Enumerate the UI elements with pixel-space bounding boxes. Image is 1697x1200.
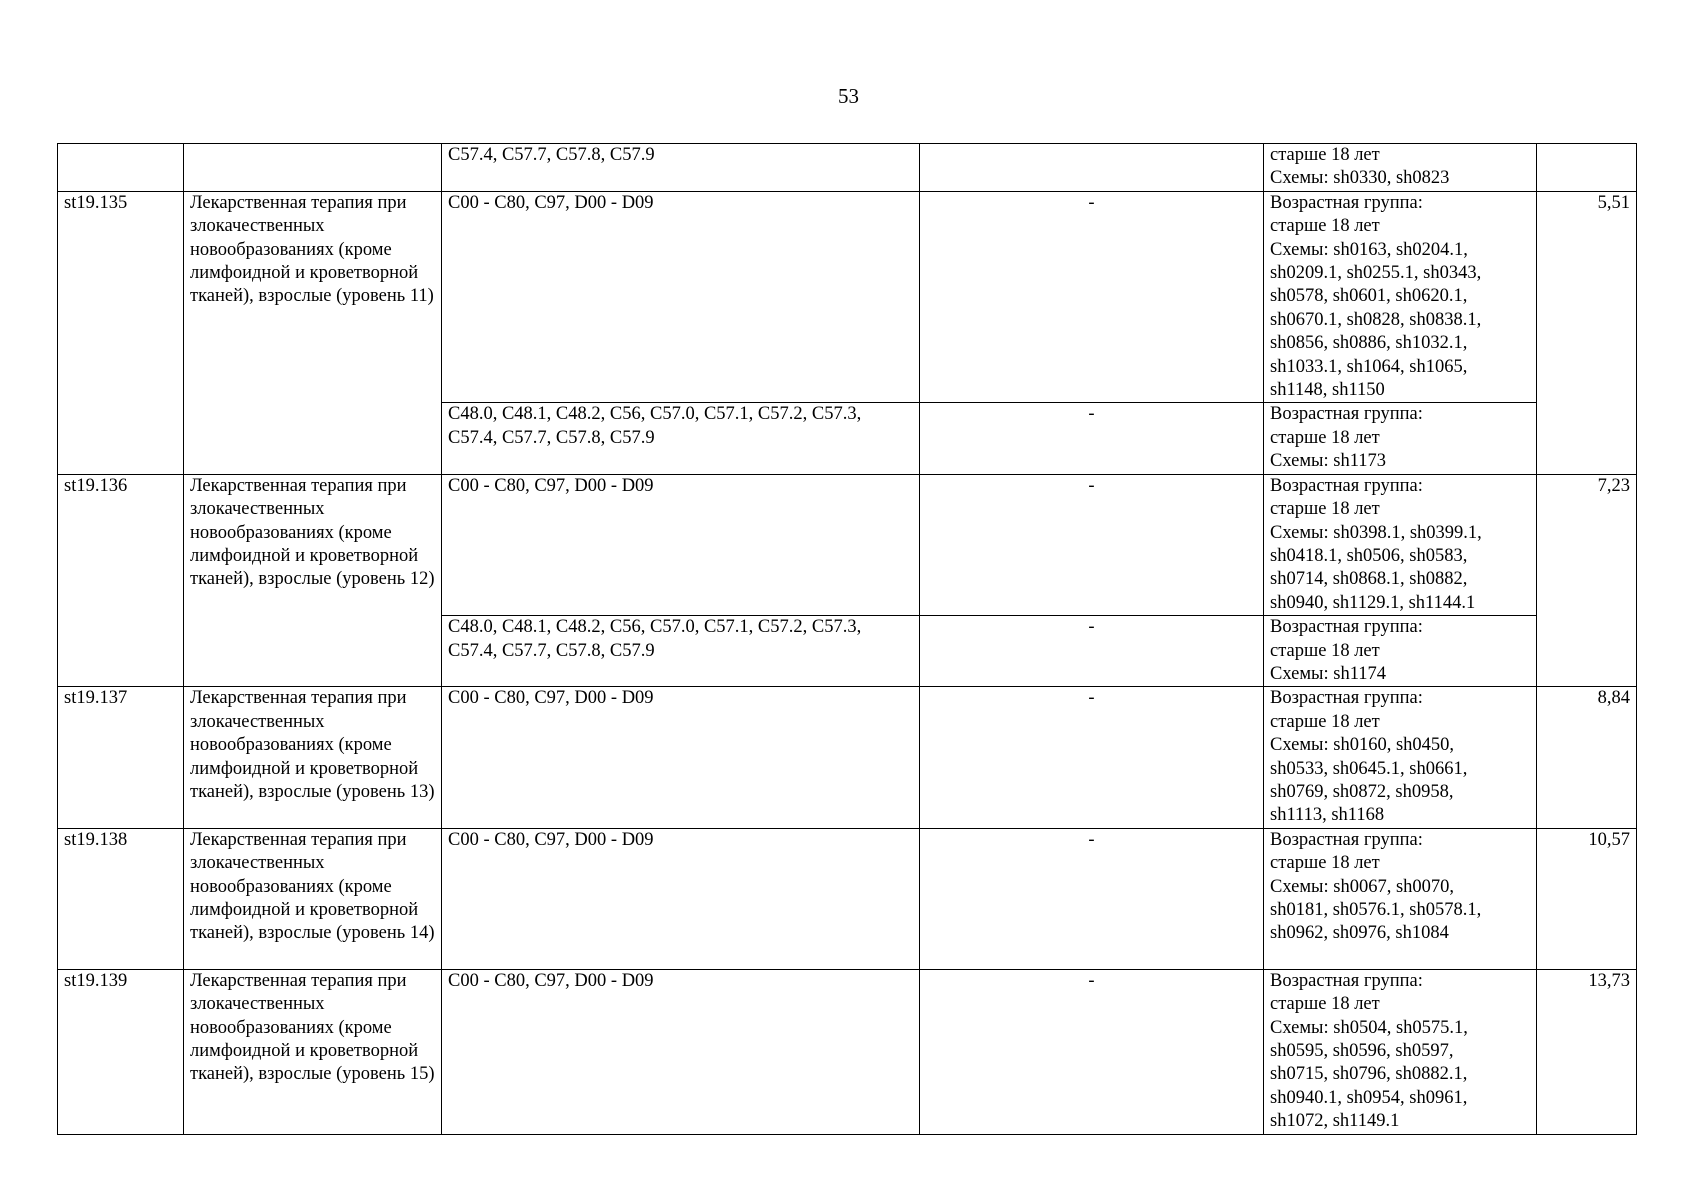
cell-code: st19.138 (58, 828, 184, 969)
table-row-continuation (58, 144, 1637, 192)
cell-extra: - (920, 191, 1264, 403)
cell-criteria: Возрастная группа: старше 18 лет Схемы: sh0398.1, sh0399.1, sh0418.1, sh0506, sh0583, sh0714, sh0868.1, sh0882, sh0940, sh1129.1, sh1144.1 (1264, 474, 1537, 615)
cell-name: Лекарственная терапия при злокачественных новообразованиях (кроме лимфоидной и кроветворной тканей), взрослые (уровень 12) (184, 474, 442, 687)
cell-coefficient: 7,23 (1537, 474, 1637, 687)
cell-criteria: Возрастная группа: старше 18 лет Схемы: sh1173 (1264, 403, 1537, 474)
cell-diagnosis: C57.4, C57.7, C57.8, C57.9 (442, 144, 920, 192)
cell-diagnosis: C00 - C80, C97, D00 - D09 (442, 474, 920, 615)
table-row (58, 191, 1637, 403)
cell-name: Лекарственная терапия при злокачественных новообразованиях (кроме лимфоидной и кроветворной тканей), взрослые (уровень 15) (184, 969, 442, 1134)
cell-diagnosis: C48.0, C48.1, C48.2, C56, C57.0, C57.1, C57.2, C57.3, C57.4, C57.7, C57.8, C57.9 (442, 403, 920, 474)
cell-name (184, 144, 442, 192)
cell-criteria: Возрастная группа: старше 18 лет Схемы: sh0504, sh0575.1, sh0595, sh0596, sh0597, sh0715, sh0796, sh0882.1, sh0940.1, sh0954, sh0961, sh1072, sh1149.1 (1264, 969, 1537, 1134)
cell-extra: - (920, 403, 1264, 474)
cell-extra: - (920, 616, 1264, 687)
cell-diagnosis: C00 - C80, C97, D00 - D09 (442, 687, 920, 828)
tariff-table (57, 143, 1637, 1135)
cell-coefficient (1537, 144, 1637, 192)
table-row (58, 474, 1637, 615)
table-row (58, 969, 1637, 1134)
cell-criteria: Возрастная группа: старше 18 лет Схемы: sh1174 (1264, 616, 1537, 687)
cell-name: Лекарственная терапия при злокачественных новообразованиях (кроме лимфоидной и кроветворной тканей), взрослые (уровень 14) (184, 828, 442, 969)
cell-criteria: Возрастная группа: старше 18 лет Схемы: sh0163, sh0204.1, sh0209.1, sh0255.1, sh0343, sh0578, sh0601, sh0620.1, sh0670.1, sh0828, sh0838.1, sh0856, sh0886, sh1032.1, sh1033.1, sh1064, sh1065, sh1148, sh1150 (1264, 191, 1537, 403)
cell-code: st19.137 (58, 687, 184, 828)
cell-coefficient: 10,57 (1537, 828, 1637, 969)
table-row (58, 687, 1637, 828)
table-body (58, 144, 1637, 1135)
cell-diagnosis: C00 - C80, C97, D00 - D09 (442, 191, 920, 403)
cell-diagnosis: C00 - C80, C97, D00 - D09 (442, 828, 920, 969)
cell-name: Лекарственная терапия при злокачественных новообразованиях (кроме лимфоидной и кроветворной тканей), взрослые (уровень 13) (184, 687, 442, 828)
cell-code: st19.135 (58, 191, 184, 474)
table-row (58, 828, 1637, 969)
cell-extra: - (920, 687, 1264, 828)
cell-diagnosis: C48.0, C48.1, C48.2, C56, C57.0, C57.1, C57.2, C57.3, C57.4, C57.7, C57.8, C57.9 (442, 616, 920, 687)
cell-extra (920, 144, 1264, 192)
cell-diagnosis: C00 - C80, C97, D00 - D09 (442, 969, 920, 1134)
cell-code: st19.139 (58, 969, 184, 1134)
cell-code (58, 144, 184, 192)
cell-coefficient: 13,73 (1537, 969, 1637, 1134)
cell-criteria: Возрастная группа: старше 18 лет Схемы: sh0067, sh0070, sh0181, sh0576.1, sh0578.1, sh0962, sh0976, sh1084 (1264, 828, 1537, 969)
cell-extra: - (920, 828, 1264, 969)
cell-extra: - (920, 969, 1264, 1134)
cell-extra: - (920, 474, 1264, 615)
cell-coefficient: 8,84 (1537, 687, 1637, 828)
cell-code: st19.136 (58, 474, 184, 687)
cell-coefficient: 5,51 (1537, 191, 1637, 474)
cell-name: Лекарственная терапия при злокачественных новообразованиях (кроме лимфоидной и кроветворной тканей), взрослые (уровень 11) (184, 191, 442, 474)
page-number: 53 (838, 84, 859, 108)
cell-criteria: Возрастная группа: старше 18 лет Схемы: sh0160, sh0450, sh0533, sh0645.1, sh0661, sh0769, sh0872, sh0958, sh1113, sh1168 (1264, 687, 1537, 828)
cell-criteria: старше 18 лет Схемы: sh0330, sh0823 (1264, 144, 1537, 192)
